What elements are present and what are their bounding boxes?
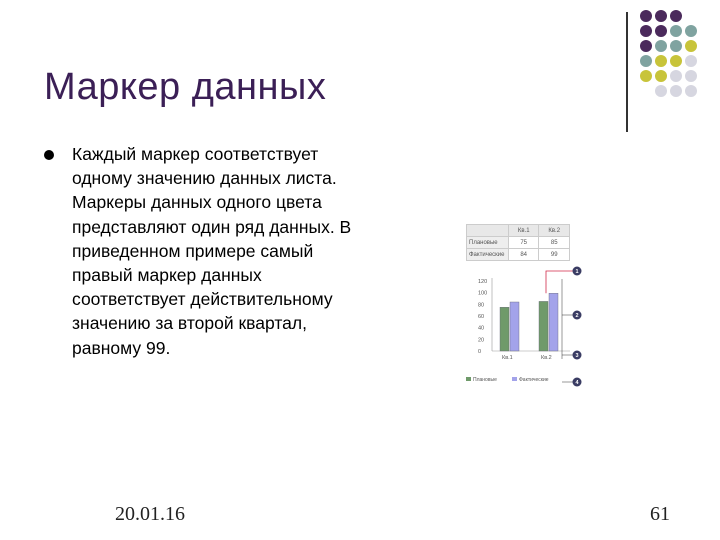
decor-dot [640, 10, 652, 22]
y-tick-label: 80 [478, 302, 485, 309]
decor-dot [670, 70, 682, 82]
bar-chart [466, 224, 588, 392]
y-tick-label: 100 [478, 290, 488, 297]
footer-date: 20.01.16 [115, 503, 185, 525]
table-cell: 75 [508, 237, 539, 249]
legend-swatch [512, 377, 517, 381]
decor-dot [685, 55, 697, 67]
decor-dot [640, 40, 652, 52]
y-tick-label: 120 [478, 279, 488, 285]
decor-dot [655, 25, 667, 37]
callout-number: 1 [575, 269, 579, 275]
decor-dot-grid [640, 10, 720, 120]
table-row-label: Плановые [467, 237, 509, 249]
decor-dot [640, 55, 652, 67]
bullet-text: Каждый маркер соответствует одному значению данных листа. Маркеры данных одного цвета представляют один ряд данных. В приведенном примере самый правый маркер данных соответствует действительному значению за второй квартал, равному 99. [72, 144, 352, 358]
legend-label: Фактические [519, 377, 549, 383]
decor-dot [685, 25, 697, 37]
decor-vertical-line [626, 12, 628, 132]
bar-Плановые-Кв.2 [539, 301, 548, 351]
table-cell: 84 [508, 249, 539, 261]
callout-number: 4 [575, 380, 579, 386]
decor-dot [685, 85, 697, 97]
decor-dot [670, 40, 682, 52]
bar-Фактические-Кв.2 [549, 293, 558, 351]
callout-number: 3 [575, 353, 579, 359]
decor-dot [655, 40, 667, 52]
table-col-header: Кв.2 [539, 225, 570, 237]
y-tick-label: 0 [478, 349, 482, 355]
decor-dot [670, 10, 682, 22]
slide-title: Маркер данных [44, 66, 327, 108]
decor-dot [655, 10, 667, 22]
bar-Плановые-Кв.1 [500, 307, 509, 351]
decor-dot [670, 55, 682, 67]
callout-number: 2 [575, 313, 579, 319]
legend-label: Плановые [473, 377, 497, 383]
decor-dot [655, 85, 667, 97]
decor-dot [640, 25, 652, 37]
decor-dot [655, 70, 667, 82]
y-tick-label: 40 [478, 325, 485, 332]
example-figure [466, 224, 588, 392]
table-col-header: Кв.1 [508, 225, 539, 237]
decor-dot [685, 70, 697, 82]
x-tick-label: Кв.1 [502, 355, 513, 361]
y-tick-label: 60 [478, 314, 485, 320]
decor-dot [670, 25, 682, 37]
legend-swatch [466, 377, 471, 381]
decor-dot [685, 40, 697, 52]
decor-dot [670, 85, 682, 97]
callout-line-1 [546, 271, 577, 293]
decor-dot [640, 70, 652, 82]
table-cell: 85 [539, 237, 570, 249]
decor-dot [655, 55, 667, 67]
bullet-icon [44, 150, 54, 160]
table-cell: 99 [539, 249, 570, 261]
slide-number: 61 [650, 503, 670, 525]
x-tick-label: Кв.2 [541, 355, 552, 361]
y-tick-label: 20 [478, 337, 485, 344]
bar-Фактические-Кв.1 [510, 302, 519, 351]
table-row-label: Фактические [467, 249, 509, 261]
